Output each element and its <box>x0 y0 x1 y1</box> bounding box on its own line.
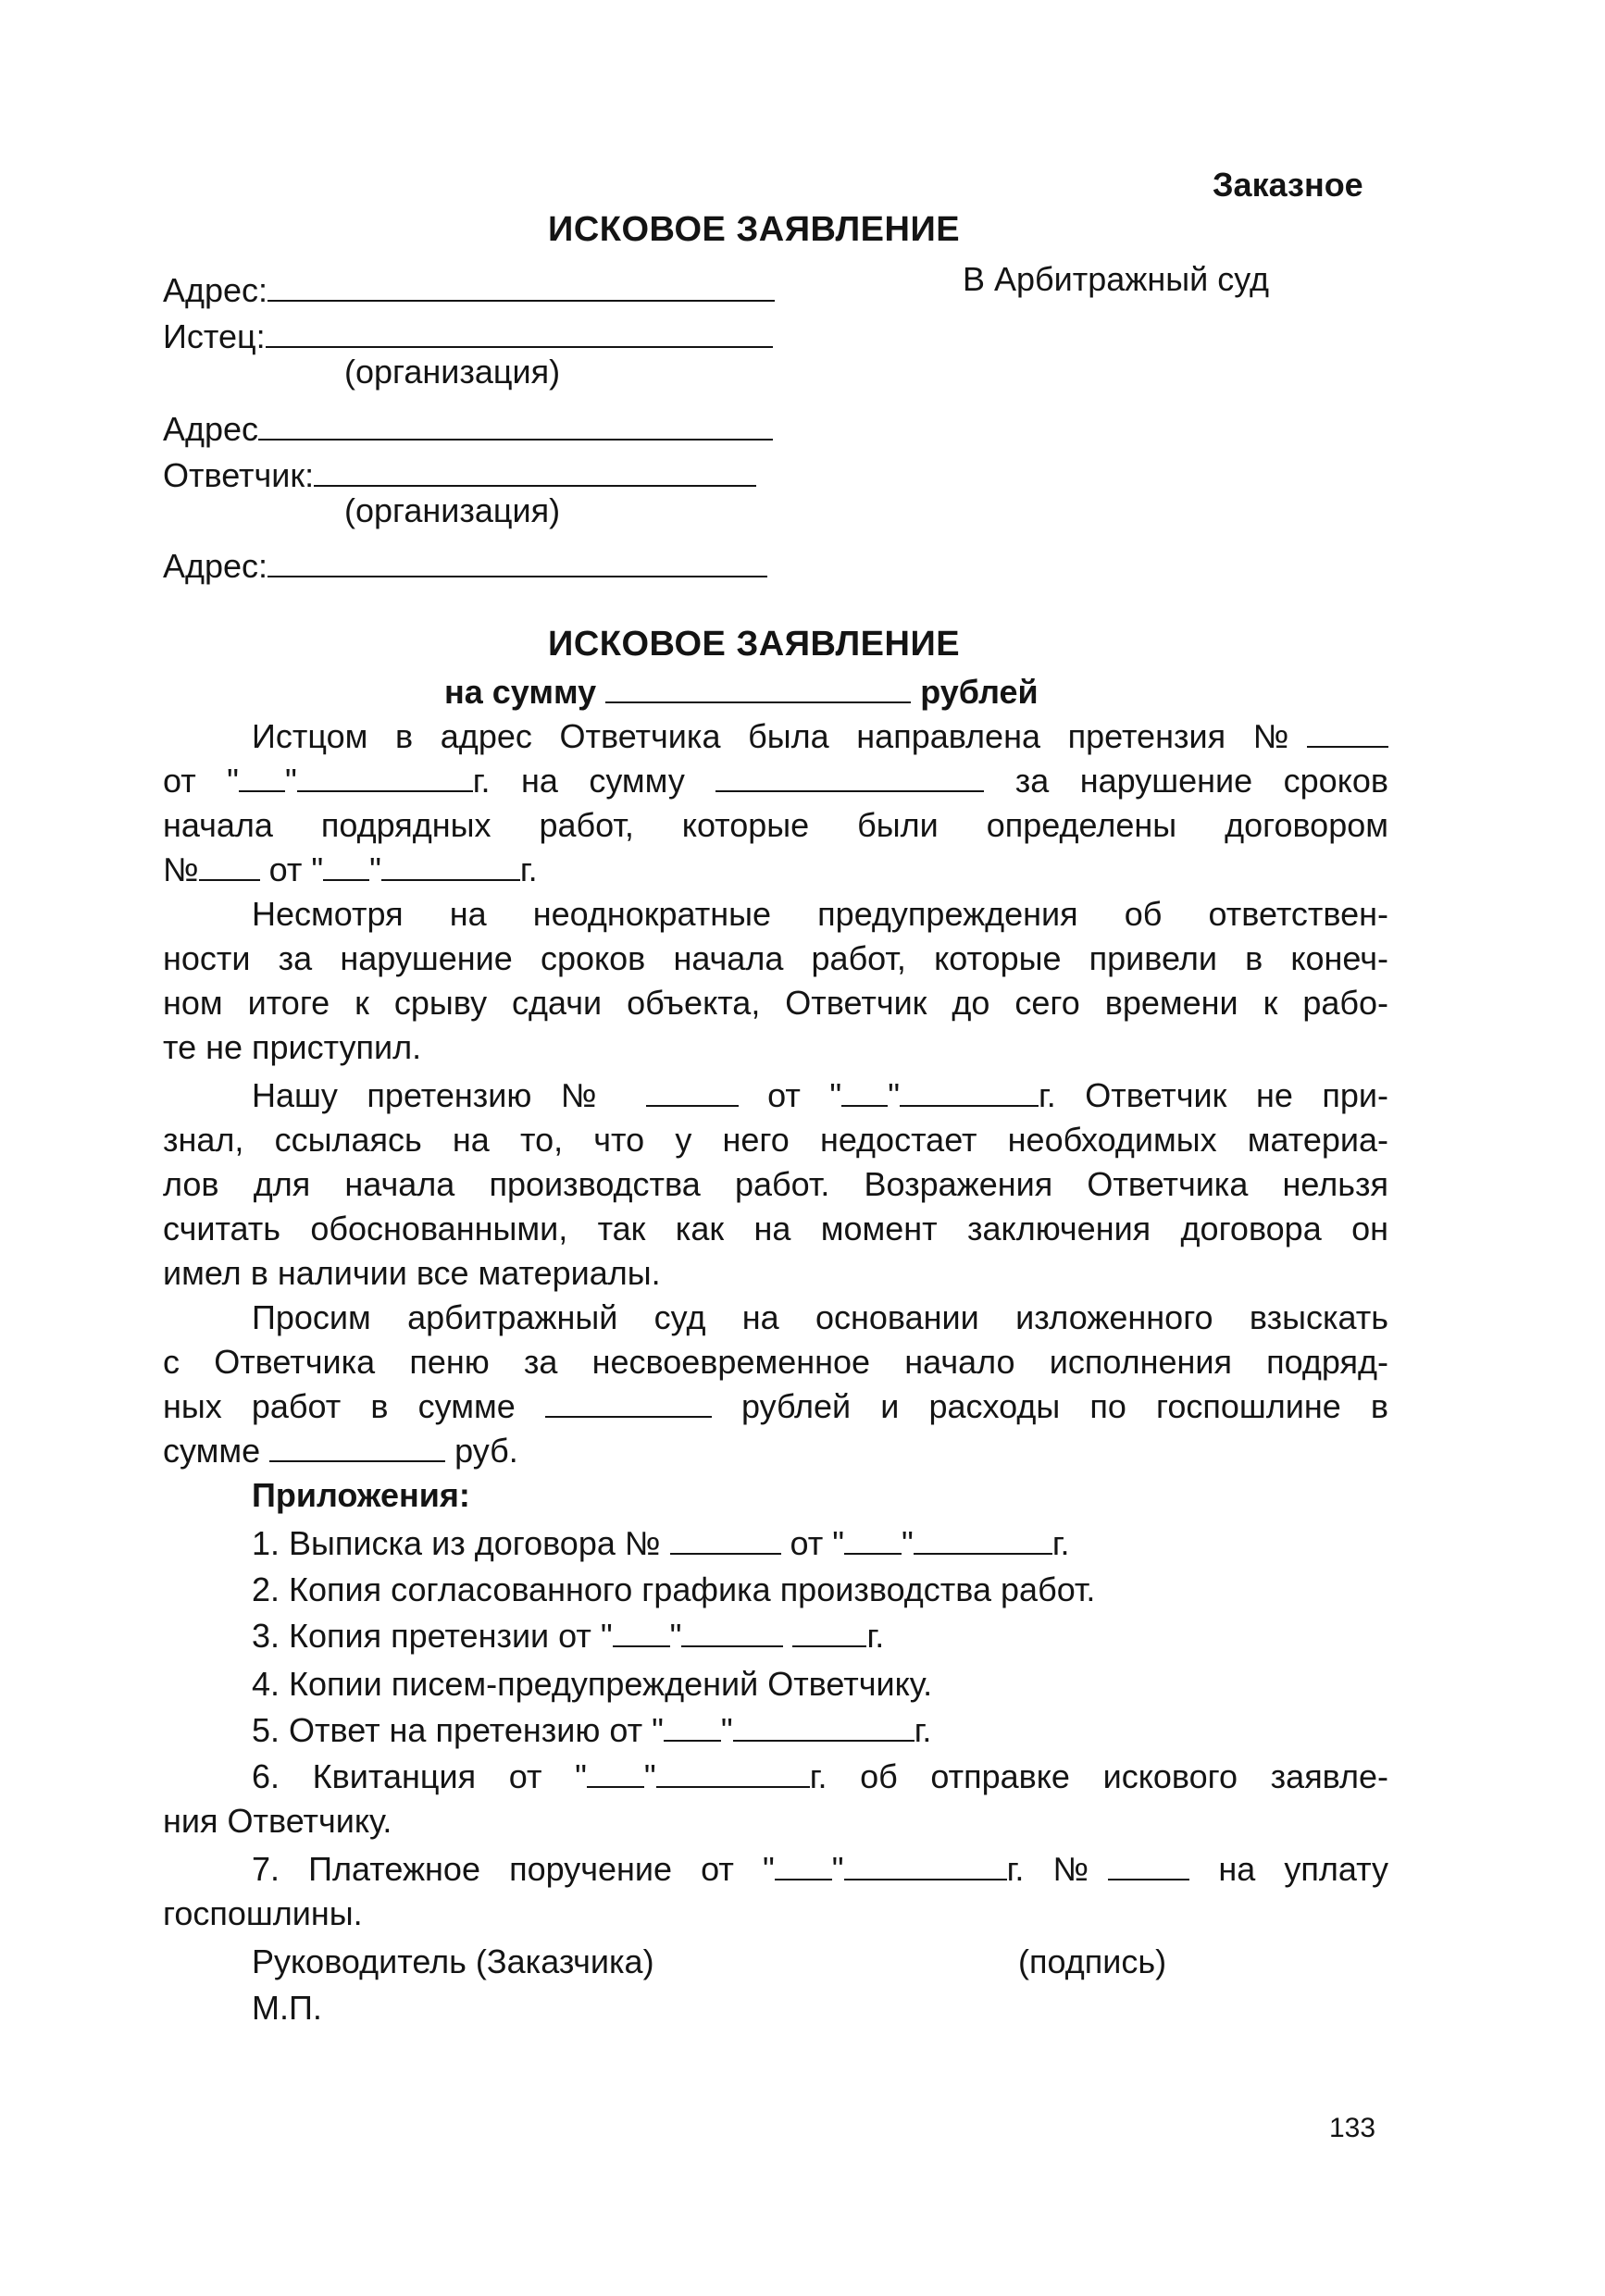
paragraph-line: ных работ в сумме рублей и расходы по госпошлине в <box>163 1387 1388 1425</box>
fill-blank <box>314 457 756 487</box>
paragraph-line: лов для начала производства работ. Возражения Ответчика нельзя <box>163 1165 1388 1203</box>
attachment-item-6 <box>163 1755 1388 1843</box>
signature-placeholder: (подпись) <box>1018 1942 1167 1980</box>
page-number: 133 <box>1329 2113 1376 2143</box>
defendant-organization-caption: (организация) <box>344 491 561 529</box>
address-label: Адрес: <box>163 547 268 585</box>
paragraph-line: ния Ответчику. <box>163 1802 392 1840</box>
fill-blank <box>914 1525 1052 1555</box>
paragraph-line: ном итоге к срыву сдачи объекта, Ответчик до сего времени к рабо- <box>163 984 1388 1022</box>
fill-blank <box>258 411 773 441</box>
paragraph-line: 6. Квитанция от " " г. об отправке искового заявле- <box>252 1757 1388 1795</box>
paragraph-line: Нашу претензию № от " " г. Ответчик не при- <box>252 1076 1389 1114</box>
attachment-item-1: 1. Выписка из договора № от " " г. <box>252 1524 1070 1562</box>
document-title: ИСКОВОЕ ЗАЯВЛЕНИЕ <box>548 210 961 249</box>
paragraph-line: ности за нарушение сроков начала работ, которые привели в конеч- <box>163 939 1388 977</box>
fill-blank <box>381 851 520 881</box>
defendant-address2-line <box>163 546 767 587</box>
address-label: Адрес: <box>163 271 268 309</box>
paragraph-line: № от " " г. <box>163 850 538 888</box>
paragraph-line: сумме руб. <box>163 1432 518 1470</box>
paragraph-3 <box>163 1074 1388 1296</box>
fill-blank <box>900 1077 1039 1107</box>
court-addressee: В Арбитражный суд <box>963 260 1270 298</box>
address-label: Адрес <box>163 410 259 448</box>
fill-blank <box>323 851 369 881</box>
fill-blank <box>297 763 473 792</box>
fill-blank <box>841 1077 888 1107</box>
claim-sum-prefix: на сумму <box>444 673 597 711</box>
fill-blank <box>1307 718 1388 748</box>
claim-title: ИСКОВОЕ ЗАЯВЛЕНИЕ <box>548 625 961 664</box>
fill-blank <box>715 763 984 792</box>
fill-blank <box>792 1618 866 1647</box>
paragraph-line: с Ответчика пеню за несвоевременное начало исполнения подряд- <box>163 1343 1388 1381</box>
plaintiff-address-line <box>163 270 775 311</box>
fill-blank <box>844 1851 1007 1880</box>
fill-blank <box>646 1077 739 1107</box>
paragraph-line: 7. Платежное поручение от " " г. № на уплату <box>252 1850 1388 1888</box>
paragraph-line: Истцом в адрес Ответчика была направлена претензия № <box>163 714 1388 759</box>
plaintiff-organization-caption: (организация) <box>344 353 561 391</box>
fill-blank <box>269 1433 445 1462</box>
paragraph-line: от " " г. на сумму за нарушение сроков <box>163 762 1388 800</box>
paragraph-line: начала подрядных работ, которые были определены договором <box>163 806 1388 844</box>
fill-blank <box>199 851 260 881</box>
paragraph-2 <box>163 892 1388 1070</box>
signature-head: Руководитель (Заказчика) <box>252 1942 654 1980</box>
fill-blank <box>268 548 767 577</box>
fill-blank <box>775 1851 832 1880</box>
paragraph-line: госпошлины. <box>163 1894 363 1932</box>
fill-blank <box>587 1758 644 1788</box>
fill-blank <box>844 1525 902 1555</box>
fill-blank <box>670 1525 781 1555</box>
fill-blank <box>733 1712 914 1742</box>
fill-blank <box>656 1758 810 1788</box>
paragraph-line: те не приступил. <box>163 1028 422 1066</box>
plaintiff-label: Истец: <box>163 317 266 355</box>
paragraph-line: считать обоснованными, так как на момент заключения договора он <box>163 1210 1388 1247</box>
paragraph-1 <box>163 714 1388 892</box>
paragraph-line: имел в наличии все материалы. <box>163 1254 661 1292</box>
paragraph-line: Несмотря на неоднократные предупреждения об ответствен- <box>252 895 1388 933</box>
defendant-address-line <box>163 409 773 450</box>
fill-blank <box>605 674 911 703</box>
claim-sum-suffix: рублей <box>920 673 1039 711</box>
attachment-item-5: 5. Ответ на претензию от " " г. <box>252 1711 932 1749</box>
defendant-label: Ответчик: <box>163 456 315 494</box>
fill-blank <box>239 763 285 792</box>
fill-blank <box>268 272 775 302</box>
attachment-item-3: 3. Копия претензии от " " г. <box>252 1617 885 1655</box>
fill-blank <box>664 1712 721 1742</box>
paragraph-4 <box>163 1296 1388 1473</box>
fill-blank <box>681 1618 783 1647</box>
stamp-place: М.П. <box>252 1989 322 2027</box>
attachment-item-2: 2. Копия согласованного графика производства работ. <box>252 1570 1096 1608</box>
attachment-item-4: 4. Копии писем-предупреждений Ответчику. <box>252 1665 933 1703</box>
fill-blank <box>545 1388 712 1418</box>
attachments-title: Приложения: <box>252 1476 470 1514</box>
registered-mark: Заказное <box>1213 166 1363 204</box>
attachment-item-7 <box>163 1847 1388 1936</box>
claim-sum-line <box>444 672 1039 713</box>
paragraph-line: Просим арбитражный суд на основании изложенного взыскать <box>252 1298 1388 1336</box>
fill-blank <box>1108 1851 1189 1880</box>
paragraph-line: знал, ссылаясь на то, что у него недостает необходимых материа- <box>163 1121 1388 1159</box>
fill-blank <box>266 318 773 348</box>
fill-blank <box>613 1618 670 1647</box>
